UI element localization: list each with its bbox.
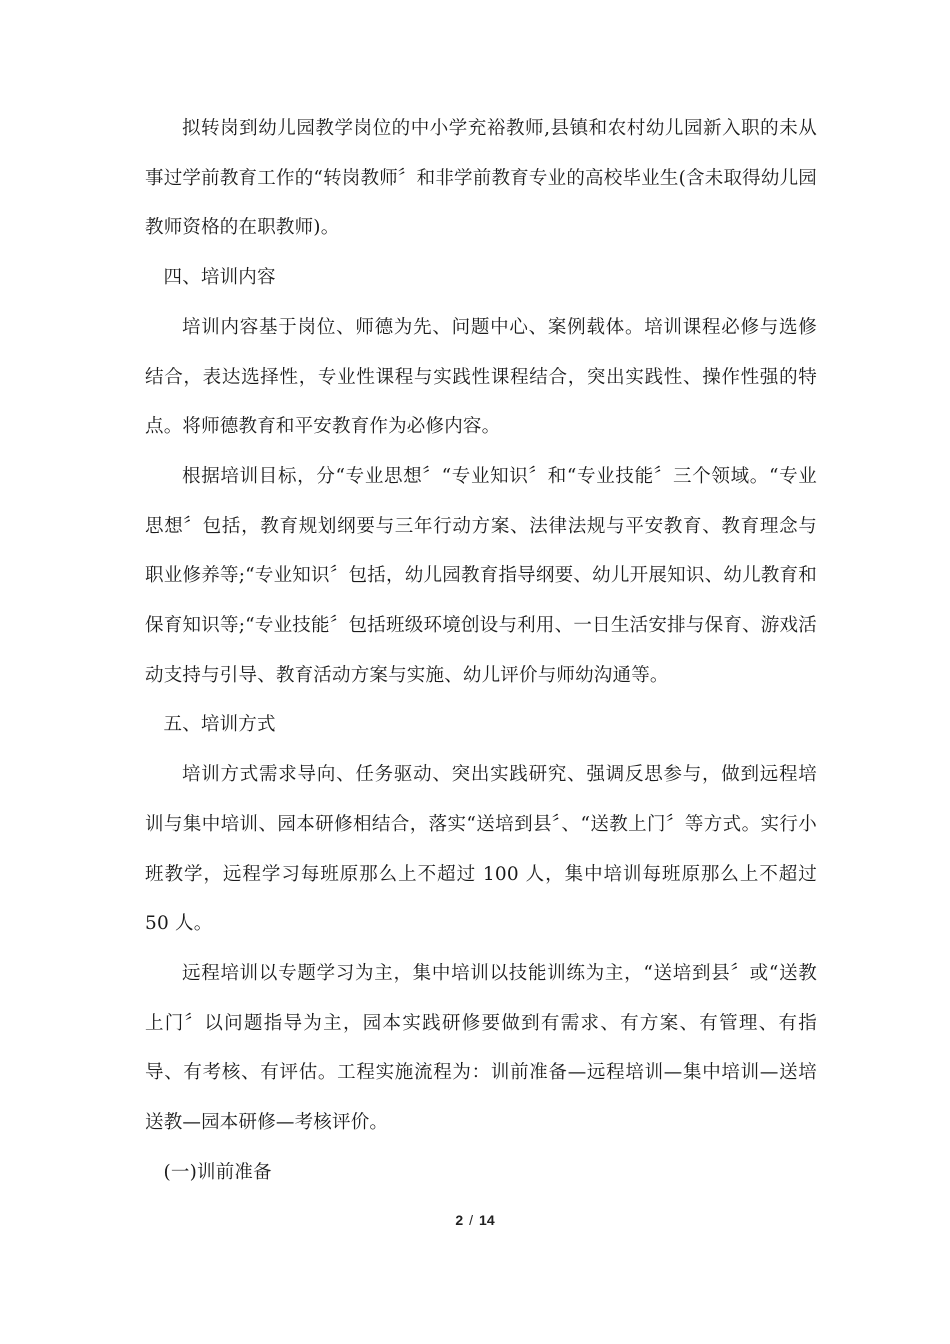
current-page-number: 2 (455, 1212, 464, 1228)
paragraph-target-trainees: 拟转岗到幼儿园教学岗位的中小学充裕教师,县镇和农村幼儿园新入职的未从事过学前教育工作的“转岗教师〞和非学前教育专业的高校毕业生(含未取得幼儿园教师资格的在职教师)。 (145, 118, 817, 239)
section-heading-training-method: 五、培训方式 (163, 714, 276, 736)
total-page-count: 14 (479, 1212, 495, 1228)
page-separator: / (469, 1212, 474, 1228)
paragraph-training-method: 培训方式需求导向、任务驱动、突出实践研究、强调反思参与，做到远程培训与集中培训、园本研修相结合，落实“送培到县〞、“送教上门〞等方式。实行小班教学，远程学习每班原那么上不超过 100 人，集中培训每班原那么上不超过 50 人。 (145, 764, 817, 935)
document-body (145, 104, 817, 1197)
subsection-heading-pretraining: (一)训前准备 (163, 1161, 272, 1183)
paragraph-training-domains: 根据培训目标，分“专业思想〞“专业知识〞和“专业技能〞三个领域。“专业思想〞包括，教育规划纲要与三年行动方案、法律法规与平安教育、教育理念与职业修养等;“专业知识〞包括，幼儿园教育指导纲要、幼儿开展知识、幼儿教育和保育知识等;“专业技能〞包括班级环境创设与利用、一日生活安排与保育、游戏活动支持与引导、教育活动方案与实施、幼儿评价与师幼沟通等。 (145, 465, 817, 686)
paragraph-training-process: 远程培训以专题学习为主，集中培训以技能训练为主，“送培到县〞或“送教上门〞以问题指导为主，园本实践研修要做到有需求、有方案、有管理、有指导、有考核、有评估。工程实施流程为：训前准备—远程培训—集中培训—送培送教—园本研修—考核评价。 (145, 962, 817, 1134)
page-number-footer (0, 1212, 950, 1228)
paragraph-training-content: 培训内容基于岗位、师德为先、问题中心、案例载体。培训课程必修与选修结合，表达选择性，专业性课程与实践性课程结合，突出实践性、操作性强的特点。将师德教育和平安教育作为必修内容。 (145, 316, 817, 438)
section-heading-training-content: 四、培训内容 (163, 267, 276, 289)
